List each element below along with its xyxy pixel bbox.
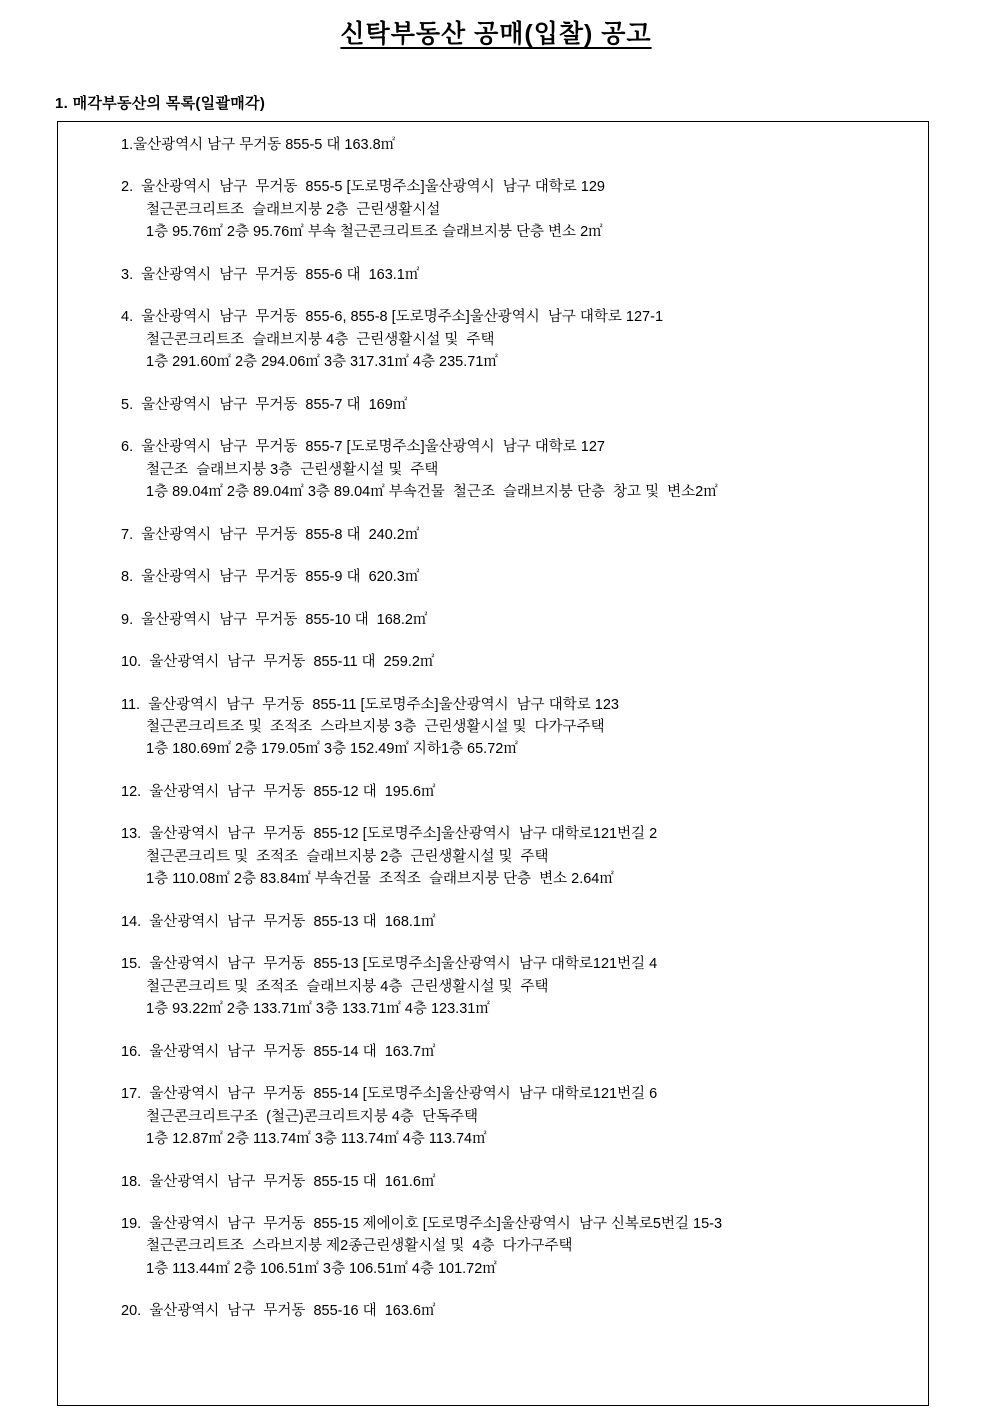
list-item-line: 11. 울산광역시 남구 무거동 855-11 [도로명주소]울산광역시 남구 대학로 123 (121, 696, 619, 713)
list-item-line: 8. 울산광역시 남구 무거동 855-9 대 620.3㎡ (121, 569, 420, 586)
list-item-line: 1층 12.87㎡ 2층 113.74㎡ 3층 113.74㎡ 4층 113.74㎡ (146, 1131, 487, 1148)
list-item-line: 철근콘크리트조 슬래브지붕 2층 근린생활시설 (146, 201, 441, 218)
list-item (58, 524, 928, 546)
list-item-line: 5. 울산광역시 남구 무거동 855-7 대 169㎡ (121, 396, 408, 413)
list-item (58, 566, 928, 588)
list-item (58, 1171, 928, 1193)
document-page (0, 8, 992, 1411)
list-item-line: 10. 울산광역시 남구 무거동 855-11 대 259.2㎡ (121, 654, 435, 671)
list-item-line: 철근조 슬래브지붕 3층 근린생활시설 및 주택 (146, 461, 439, 478)
list-item (58, 1041, 928, 1063)
list-item (58, 781, 928, 803)
list-item-line: 1층 180.69㎡ 2층 179.05㎡ 3층 152.49㎡ 지하1층 65.72㎡ (146, 741, 518, 758)
list-item-line: 16. 울산광역시 남구 무거동 855-14 대 163.7㎡ (121, 1043, 436, 1060)
list-item-line: 20. 울산광역시 남구 무거동 855-16 대 163.6㎡ (121, 1303, 436, 1320)
list-item-line: 15. 울산광역시 남구 무거동 855-13 [도로명주소]울산광역시 남구 대학로121번길 4 (121, 956, 658, 973)
list-item (58, 1083, 928, 1150)
list-item (58, 306, 928, 373)
list-item (58, 394, 928, 416)
list-item-line: 철근콘크리트조 슬래브지붕 4층 근린생활시설 및 주택 (146, 331, 495, 348)
list-item-line: 14. 울산광역시 남구 무거동 855-13 대 168.1㎡ (121, 913, 436, 930)
list-item-line: 철근콘크리트조 스라브지붕 제2종근린생활시설 및 4층 다가구주택 (146, 1238, 573, 1255)
list-item-line: 6. 울산광역시 남구 무거동 855-7 [도로명주소]울산광역시 남구 대학로 127 (121, 439, 605, 456)
list-item-line: 1층 95.76㎡ 2층 95.76㎡ 부속 철근콘크리트조 슬래브지붕 단층 변소 2㎡ (146, 224, 603, 241)
list-item (58, 651, 928, 673)
page-title: 신탁부동산 공매(입찰) 공고 (340, 20, 652, 48)
list-item (58, 1300, 928, 1322)
list-item-line: 13. 울산광역시 남구 무거동 855-12 [도로명주소]울산광역시 남구 대학로121번길 2 (121, 826, 658, 843)
list-item-line: 2. 울산광역시 남구 무거동 855-5 [도로명주소]울산광역시 남구 대학로 129 (121, 179, 605, 196)
list-item-line: 1층 89.04㎡ 2층 89.04㎡ 3층 89.04㎡ 부속건물 철근조 슬래브지붕 단층 창고 및 변소2㎡ (146, 484, 718, 501)
list-item-line: 3. 울산광역시 남구 무거동 855-6 대 163.1㎡ (121, 266, 420, 283)
list-item-line: 1층 93.22㎡ 2층 133.71㎡ 3층 133.71㎡ 4층 123.31㎡ (146, 1001, 490, 1018)
list-item-line: 철근콘크리트 및 조적조 슬래브지붕 2층 근린생활시설 및 주택 (146, 848, 549, 865)
list-item (58, 694, 928, 761)
list-item-line: 4. 울산광역시 남구 무거동 855-6, 855-8 [도로명주소]울산광역시 남구 대학로 127-1 (121, 309, 664, 326)
list-item-line: 18. 울산광역시 남구 무거동 855-15 대 161.6㎡ (121, 1173, 436, 1190)
list-item (58, 1213, 928, 1280)
property-list-box (57, 121, 929, 1406)
list-item-line: 1층 113.44㎡ 2층 106.51㎡ 3층 106.51㎡ 4층 101.72㎡ (146, 1260, 497, 1277)
list-item-line: 17. 울산광역시 남구 무거동 855-14 [도로명주소]울산광역시 남구 대학로121번길 6 (121, 1086, 658, 1103)
list-item-line: 1층 110.08㎡ 2층 83.84㎡ 부속건물 조적조 슬래브지붕 단층 변소 2.64㎡ (146, 871, 614, 888)
list-item (58, 264, 928, 286)
list-item (58, 911, 928, 933)
list-item (58, 176, 928, 243)
section-heading: 1. 매각부동산의 목록(일괄매각) (55, 95, 266, 112)
list-item-line: 19. 울산광역시 남구 무거동 855-15 제에이호 [도로명주소]울산광역시 남구 신복로5번길 15-3 (121, 1216, 723, 1232)
list-item-line: 1.울산광역시 남구 무거동 855-5 대 163.8㎡ (121, 137, 396, 153)
list-item-line: 철근콘크리트 및 조적조 슬래브지붕 4층 근린생활시설 및 주택 (146, 978, 549, 995)
list-item (58, 823, 928, 890)
list-item (58, 134, 928, 156)
list-item-line: 철근콘크리트구조 (철근)콘크리트지붕 4층 단독주택 (146, 1108, 479, 1125)
list-item-line: 9. 울산광역시 남구 무거동 855-10 대 168.2㎡ (121, 611, 428, 628)
list-item (58, 436, 928, 503)
list-item-line: 12. 울산광역시 남구 무거동 855-12 대 195.6㎡ (121, 783, 436, 800)
list-item-line: 철근콘크리트조 및 조적조 스라브지붕 3층 근린생활시설 및 다가구주택 (146, 718, 605, 735)
list-item (58, 609, 928, 631)
list-item (58, 953, 928, 1020)
list-item-line: 1층 291.60㎡ 2층 294.06㎡ 3층 317.31㎡ 4층 235.71㎡ (146, 354, 498, 371)
list-item-line: 7. 울산광역시 남구 무거동 855-8 대 240.2㎡ (121, 526, 420, 543)
